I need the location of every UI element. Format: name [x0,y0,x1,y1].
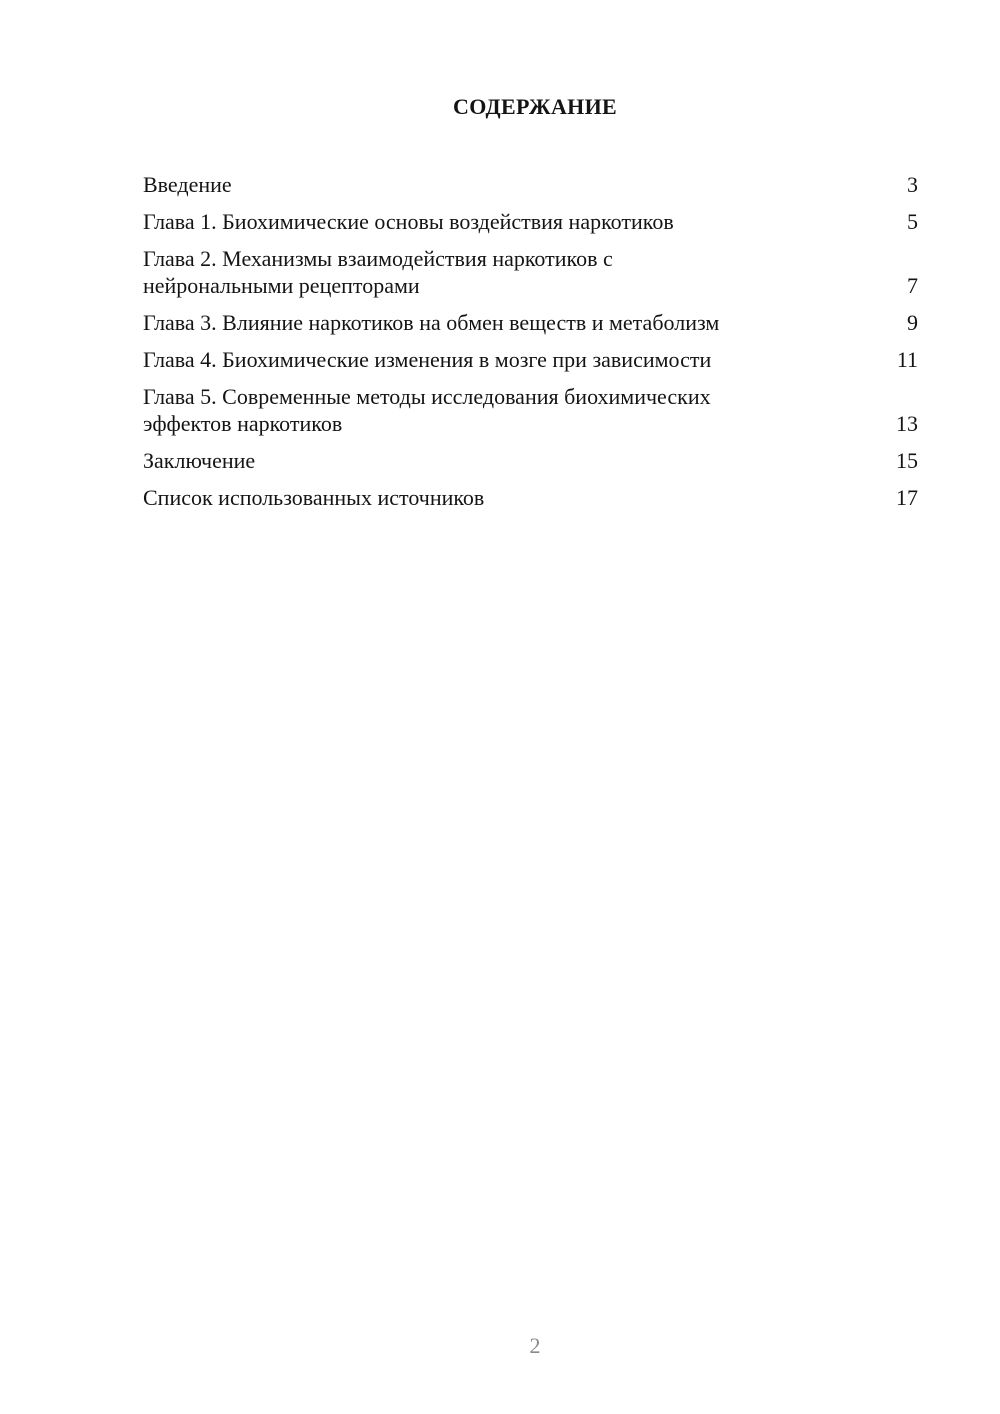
toc-entry-label: Глава 4. Биохимические изменения в мозге при зависимости [143,347,712,372]
toc-entry-chapter-2 [143,245,918,299]
toc-entry-page: 13 [896,411,918,436]
toc-entry-chapter-4 [143,346,918,373]
toc-entry-introduction [143,171,918,198]
toc-entry-label: Глава 1. Биохимические основы воздействия наркотиков [143,209,674,234]
toc-entry-label: Заключение [143,448,256,473]
toc-entry-page: 15 [896,448,918,473]
toc-entry-page: 9 [907,310,918,335]
toc-entry-chapter-5 [143,383,918,437]
toc-entry-page: 3 [907,172,918,197]
toc-entry-page: 7 [907,273,918,298]
toc-entry-references [143,484,918,511]
toc-entry-page: 17 [896,485,918,510]
toc-entry-label: Введение [143,172,232,197]
toc-entry-chapter-1 [143,208,918,235]
toc-title: СОДЕРЖАНИЕ [453,94,617,119]
toc-entry-label: Глава 2. Механизмы взаимодействия наркотиков с нейрональными рецепторами [143,246,613,298]
toc-entry-chapter-3 [143,309,918,336]
toc-entry-page: 5 [907,209,918,234]
toc-entry-label: Глава 3. Влияние наркотиков на обмен веществ и метаболизм [143,310,720,335]
page-number: 2 [529,1333,541,1358]
toc-entry-conclusion [143,447,918,474]
toc-entry-label: Список использованных источников [143,485,485,510]
table-of-contents [143,171,918,521]
toc-entry-page: 11 [896,347,918,372]
toc-entry-label: Глава 5. Современные методы исследования биохимических эффектов наркотиков [143,384,711,436]
